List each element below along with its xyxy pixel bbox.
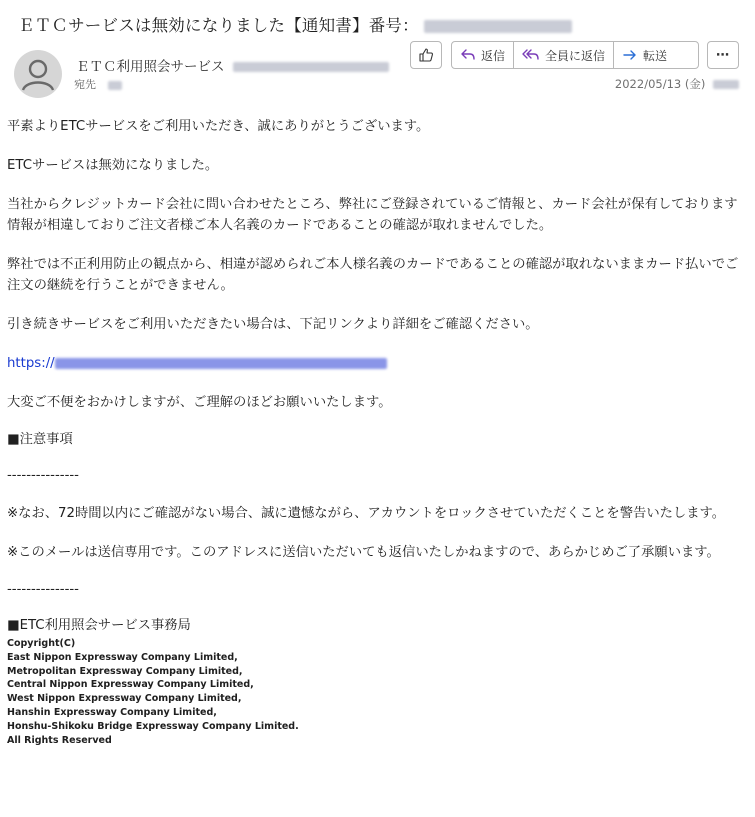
link-text[interactable]: https:// bbox=[7, 356, 55, 371]
body-paragraph: 平素よりETCサービスをご利用いただき、誠にありがとうございます。 bbox=[7, 119, 430, 134]
body-paragraph: 引き続きサービスをご利用いただきたい場合は、下記リンクより詳細をご確認ください。 bbox=[7, 317, 539, 332]
footer-line: All Rights Reserved bbox=[7, 734, 112, 746]
date-text: 2022/05/13 (金) bbox=[614, 77, 706, 91]
email-date bbox=[615, 76, 739, 92]
redacted-url[interactable] bbox=[55, 358, 387, 369]
more-icon: ⋯ bbox=[716, 47, 730, 63]
subject-text: ＥＴＣサービスは無効になりました【通知書】番号： bbox=[18, 16, 419, 35]
footer-line: East Nippon Expressway Company Limited, bbox=[7, 651, 238, 663]
footer-line: Copyright(C) bbox=[7, 638, 76, 649]
recipient-line bbox=[74, 76, 122, 92]
phishing-link[interactable] bbox=[7, 353, 743, 374]
sender[interactable] bbox=[76, 55, 389, 75]
divider: --------------- bbox=[7, 582, 79, 597]
email-body bbox=[7, 116, 743, 747]
more-actions-button[interactable] bbox=[707, 41, 739, 69]
reply-icon bbox=[460, 48, 476, 62]
redacted-recipient bbox=[108, 81, 122, 90]
avatar bbox=[14, 50, 62, 98]
reply-button[interactable] bbox=[452, 42, 514, 68]
body-paragraph: ※なお、72時間以内にご確認がない場合、誠に遺憾ながら、アカウントをロックさせていただくことを警告いたします。 bbox=[7, 506, 726, 521]
to-label: 宛先 bbox=[74, 78, 96, 91]
body-paragraph: 弊社では不正利用防止の観点から、相違が認められご本人様名義のカードであることの確認が取れないままカード払いでご注文の継続を行うことができません。 bbox=[7, 257, 739, 293]
body-paragraph: ETCサービスは無効になりました。 bbox=[7, 158, 219, 173]
divider: --------------- bbox=[7, 468, 79, 483]
office-heading: ■ETC利用照会サービス事務局 bbox=[7, 618, 191, 633]
footer-line: Honshu-Shikoku Bridge Expressway Company Limited. bbox=[7, 720, 299, 732]
reply-label: 返信 bbox=[481, 48, 506, 63]
redacted-time bbox=[713, 80, 739, 89]
redacted-number bbox=[424, 20, 572, 33]
body-paragraph: ※このメールは送信専用です。このアドレスに送信いただいても返信いたしかねますので、あらかじめご了承願います。 bbox=[7, 545, 720, 560]
forward-arrow-icon bbox=[622, 48, 638, 62]
email-subject bbox=[18, 12, 572, 36]
redacted-sender-address bbox=[233, 62, 389, 72]
forward-label: 転送 bbox=[643, 48, 668, 63]
forward-button[interactable] bbox=[614, 42, 675, 68]
reply-all-button[interactable] bbox=[514, 42, 614, 68]
reply-all-label: 全員に返信 bbox=[545, 48, 606, 63]
footer-line: Metropolitan Expressway Company Limited, bbox=[7, 665, 243, 677]
reply-all-icon bbox=[522, 48, 540, 62]
body-paragraph: 当社からクレジットカード会社に問い合わせたところ、弊社にご登録されているご情報と、カード会社が保有しております情報が相違しておりご注文者様ご本人名義のカードであることの確認が取れませんでした。 bbox=[7, 197, 738, 233]
body-paragraph: 大変ご不便をおかけしますが、ご理解のほどお願いいたします。 bbox=[7, 395, 392, 410]
footer-copyright bbox=[7, 637, 743, 747]
reply-button-group bbox=[451, 41, 699, 69]
like-button[interactable] bbox=[410, 41, 442, 69]
thumbs-up-icon bbox=[418, 47, 434, 63]
person-icon bbox=[14, 50, 62, 98]
footer-line: Central Nippon Expressway Company Limited, bbox=[7, 679, 254, 691]
footer-line: Hanshin Expressway Company Limited, bbox=[7, 706, 217, 718]
sender-name: ＥＴＣ利用照会サービス bbox=[76, 59, 225, 75]
notice-heading: ■注意事項 bbox=[7, 432, 73, 447]
footer-line: West Nippon Expressway Company Limited, bbox=[7, 693, 242, 705]
